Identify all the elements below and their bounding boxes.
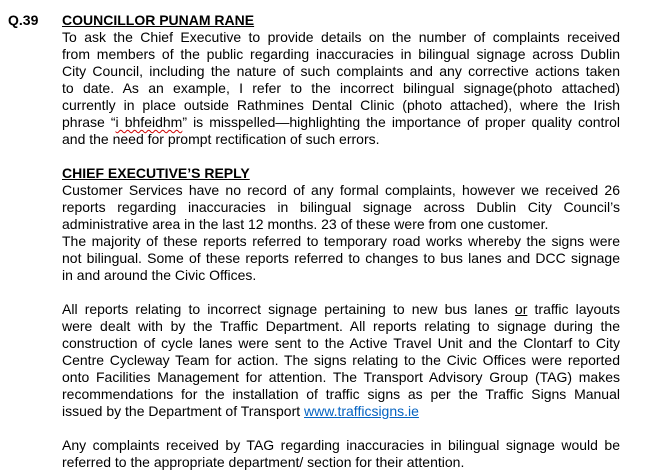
reply-line: were dealt with by the Traffic Department. All reports relating to signage during the [62, 318, 620, 334]
reply-title: CHIEF EXECUTIVE’S REPLY [62, 165, 250, 181]
spacer [62, 420, 620, 437]
reply-line: The majority of these reports referred to temporary road works whereby the signs were [62, 233, 620, 249]
reply-line: Any complaints received by TAG regarding inaccuracies in bilingual signage would be [62, 437, 620, 453]
reply-paragraph-3 [62, 437, 620, 471]
misspelled-phrase: i bhfeidhm [115, 114, 183, 130]
reply-line: in and around the Civic Offices. [62, 267, 257, 283]
reply-line: construction of cycle lanes were sent to the Active Travel Unit and the Clontarf to City [62, 335, 620, 351]
document-body [62, 12, 620, 471]
question-line-part: ” is misspelled—highlighting the importance of proper quality control [182, 114, 621, 130]
reply-line: reports regarding inaccuracies in bilingual signage across Dublin City Council’s [62, 199, 620, 215]
reply-line [62, 403, 620, 420]
reply-line: Centre Cycleway Team for action. The signs relating to the Civic Offices were reported [62, 352, 620, 368]
reply-line: referred to the appropriate department/ section for their attention. [62, 454, 465, 470]
question-line: currently in place outside Rathmines Dental Clinic (photo attached), where the Irish [62, 97, 620, 113]
question-line: to date. As an example, I refer to the incorrect bilingual signage(photo attached) [62, 80, 620, 96]
reply-line: not bilingual. Some of these reports referred to changes to bus lanes and DCC signage [62, 250, 620, 266]
question-line: To ask the Chief Executive to provide details on the number of complaints received [62, 29, 620, 45]
question-line [62, 114, 620, 131]
reply-line-part: traffic layouts [527, 301, 620, 317]
question-text [62, 29, 620, 148]
reply-line: recommendations for the installation of traffic signs as per the Traffic Signs Manual [62, 386, 620, 402]
reply-line-part: issued by the Department of Transport [62, 403, 305, 419]
reply-line: administrative area in the last 12 months. 23 of these were from one customer. [62, 216, 549, 232]
question-number: Q.39 [8, 12, 39, 28]
reply-line-part: All reports relating to incorrect signage pertaining to new bus lanes [62, 301, 515, 317]
question-line: from members of the public regarding inaccuracies in bilingual signage across Dublin [62, 46, 620, 62]
spacer [62, 148, 620, 165]
spacer [62, 284, 620, 301]
question-title: COUNCILLOR PUNAM RANE [62, 12, 255, 28]
reply-line [62, 301, 620, 318]
underlined-word: or [514, 301, 528, 317]
reply-line: Customer Services have no record of any formal complaints, however we received 26 [62, 182, 620, 198]
reply-paragraph-2 [62, 301, 620, 420]
trafficsigns-link[interactable]: www.trafficsigns.ie [304, 403, 419, 419]
question-line-part: phrase “ [62, 114, 116, 130]
question-line: and the need for prompt rectification of such errors. [62, 131, 380, 147]
reply-paragraph-1 [62, 182, 620, 284]
question-line: City Council, including the nature of such complaints and any corrective actions taken [62, 63, 620, 79]
reply-line: onto Facilities Management for attention. The Transport Advisory Group (TAG) makes [62, 369, 620, 385]
